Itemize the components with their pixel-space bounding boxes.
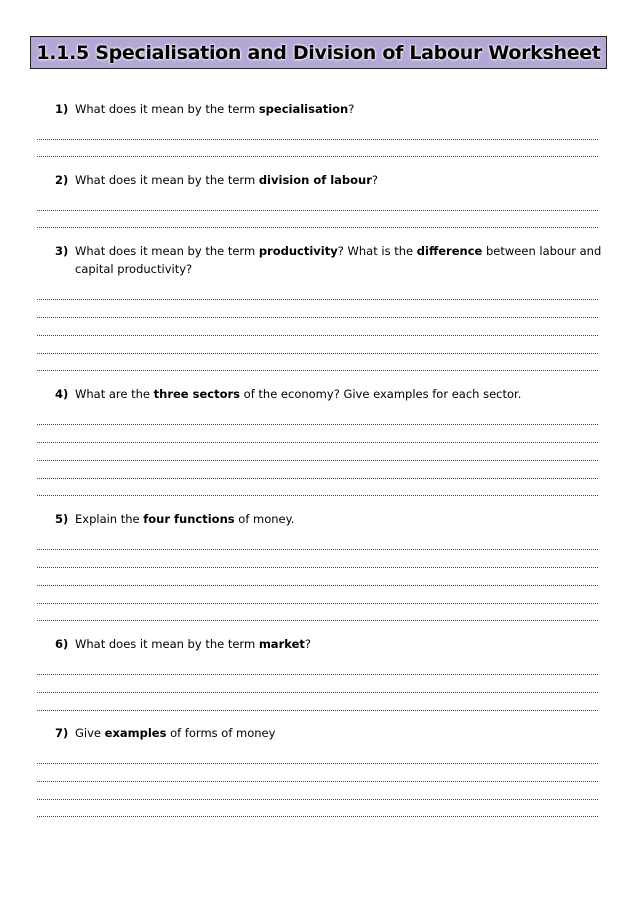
key-term: four functions (143, 512, 235, 526)
answer-line[interactable] (37, 139, 598, 140)
answer-line[interactable] (37, 370, 598, 371)
key-term: specialisation (258, 102, 349, 116)
page-title: 1.1.5 Specialisation and Division of Labour Worksheet (36, 41, 601, 64)
answer-line[interactable] (37, 781, 598, 782)
question-number: 3) (55, 244, 69, 258)
answer-line[interactable] (37, 603, 598, 604)
answer-line[interactable] (37, 460, 598, 461)
answer-line[interactable] (37, 549, 598, 550)
question-text: Explain the four functions of money. (75, 512, 295, 526)
answer-line[interactable] (37, 335, 598, 336)
answer-line[interactable] (37, 227, 598, 228)
question-6 (55, 635, 603, 653)
answer-line[interactable] (37, 585, 598, 586)
key-term: three sectors (153, 387, 240, 401)
answer-line[interactable] (37, 799, 598, 800)
answer-line[interactable] (37, 424, 598, 425)
answer-line[interactable] (37, 710, 598, 711)
question-text: What does it mean by the term specialisation? (75, 102, 355, 116)
question-text: Give examples of forms of money (75, 726, 276, 740)
key-term: examples (104, 726, 167, 740)
question-number: 5) (55, 512, 69, 526)
question-text: What does it mean by the term division of labour? (75, 173, 379, 187)
question-1 (55, 100, 603, 118)
answer-line[interactable] (37, 478, 598, 479)
answer-line[interactable] (37, 692, 598, 693)
answer-line[interactable] (37, 620, 598, 621)
key-term: difference (416, 244, 483, 258)
question-number: 1) (55, 102, 69, 116)
question-text: What does it mean by the term market? (75, 637, 311, 651)
question-number: 4) (55, 387, 69, 401)
question-3 (55, 242, 603, 278)
answer-line[interactable] (37, 353, 598, 354)
answer-line[interactable] (37, 317, 598, 318)
question-number: 2) (55, 173, 69, 187)
question-text: What does it mean by the term productivity? What is the difference between labour and capital productivity? (75, 244, 602, 276)
question-text: What are the three sectors of the economy? Give examples for each sector. (75, 387, 522, 401)
question-number: 7) (55, 726, 69, 740)
answer-line[interactable] (37, 210, 598, 211)
question-7 (55, 724, 603, 742)
question-4 (55, 385, 603, 403)
answer-line[interactable] (37, 156, 598, 157)
answer-line[interactable] (37, 674, 598, 675)
answer-line[interactable] (37, 763, 598, 764)
key-term: market (258, 637, 305, 651)
key-term: division of labour (258, 173, 372, 187)
title-banner (30, 36, 607, 69)
question-2 (55, 171, 603, 189)
question-5 (55, 510, 603, 528)
answer-line[interactable] (37, 299, 598, 300)
key-term: productivity (258, 244, 338, 258)
answer-line[interactable] (37, 442, 598, 443)
question-number: 6) (55, 637, 69, 651)
answer-line[interactable] (37, 495, 598, 496)
answer-line[interactable] (37, 816, 598, 817)
answer-line[interactable] (37, 567, 598, 568)
